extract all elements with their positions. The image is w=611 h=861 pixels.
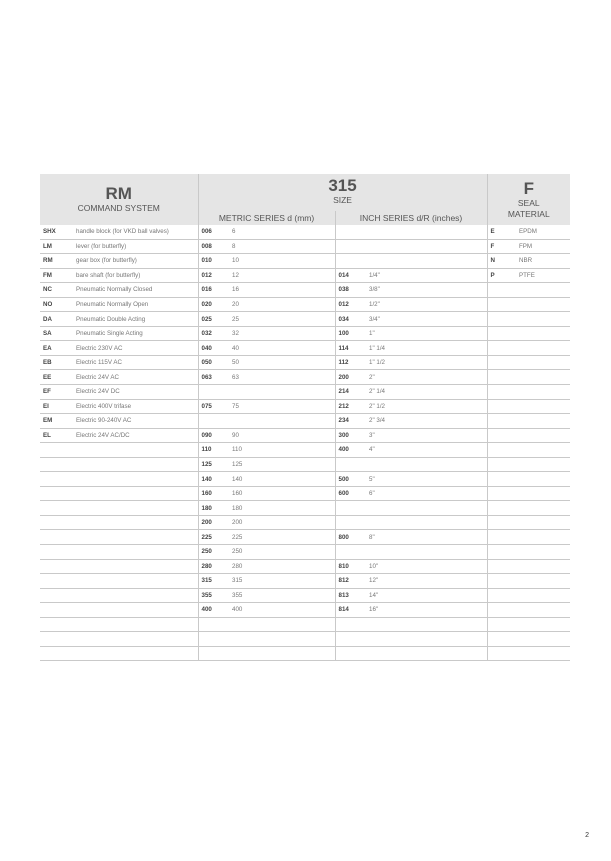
metric-value-cell — [226, 385, 335, 400]
seal-value-cell — [515, 385, 570, 400]
metric-code-cell — [198, 414, 226, 429]
command-code-cell: EE — [40, 370, 70, 385]
seal-value-cell: NBR — [515, 254, 570, 269]
metric-code-cell: 020 — [198, 297, 226, 312]
inch-code-cell: 034 — [335, 312, 363, 327]
command-desc-cell — [70, 472, 198, 487]
command-code-cell — [40, 472, 70, 487]
seal-code-cell — [487, 428, 515, 443]
metric-value-cell — [226, 632, 335, 647]
command-desc-cell: Pneumatic Normally Closed — [70, 283, 198, 298]
inch-code-cell: 500 — [335, 472, 363, 487]
seal-code-cell — [487, 501, 515, 516]
seal-code-cell — [487, 530, 515, 545]
seal-code-cell — [487, 370, 515, 385]
command-desc-cell — [70, 545, 198, 560]
table-row — [40, 239, 570, 254]
command-desc-cell — [70, 632, 198, 647]
seal-title-line2: MATERIAL — [507, 208, 550, 219]
inch-code-cell — [335, 254, 363, 269]
metric-code-cell: 016 — [198, 283, 226, 298]
command-desc-cell — [70, 559, 198, 574]
seal-value-cell — [515, 588, 570, 603]
table-row — [40, 326, 570, 341]
command-desc-cell — [70, 617, 198, 632]
inch-value-cell: 2" 1/4 — [363, 385, 487, 400]
command-desc-cell: Electric 24V DC — [70, 385, 198, 400]
inch-value-cell: 1/2" — [363, 297, 487, 312]
table-row — [40, 574, 570, 589]
inch-code-cell: 212 — [335, 399, 363, 414]
seal-code-cell — [487, 385, 515, 400]
metric-code-cell: 075 — [198, 399, 226, 414]
table-row — [40, 312, 570, 327]
command-code-cell — [40, 574, 70, 589]
inch-value-cell: 3/4" — [363, 312, 487, 327]
seal-value-cell — [515, 545, 570, 560]
seal-value-cell — [515, 559, 570, 574]
command-code-cell — [40, 501, 70, 516]
table-row — [40, 515, 570, 530]
seal-title-line1: SEAL — [517, 197, 540, 208]
metric-value-cell: 110 — [226, 443, 335, 458]
command-desc-cell: Electric 230V AC — [70, 341, 198, 356]
command-code-cell — [40, 457, 70, 472]
seal-value-cell — [515, 326, 570, 341]
table-row — [40, 443, 570, 458]
command-desc-cell: Electric 24V AC/DC — [70, 428, 198, 443]
inch-code-cell — [335, 617, 363, 632]
command-desc-cell: Pneumatic Single Acting — [70, 326, 198, 341]
seal-value-cell — [515, 632, 570, 647]
seal-code-cell: F — [487, 239, 515, 254]
seal-value-cell — [515, 399, 570, 414]
command-code-cell — [40, 486, 70, 501]
metric-value-cell: 125 — [226, 457, 335, 472]
inch-value-cell — [363, 254, 487, 269]
metric-value-cell: 50 — [226, 355, 335, 370]
metric-code-cell: 025 — [198, 312, 226, 327]
command-code-cell: RM — [40, 254, 70, 269]
seal-code-cell: P — [487, 268, 515, 283]
inch-value-cell: 5" — [363, 472, 487, 487]
metric-code-cell: 400 — [198, 603, 226, 618]
metric-code-cell — [198, 646, 226, 661]
seal-material-header — [487, 174, 570, 225]
table-row — [40, 268, 570, 283]
table-row — [40, 385, 570, 400]
command-code-cell — [40, 617, 70, 632]
inch-value-cell — [363, 457, 487, 472]
table-row — [40, 283, 570, 298]
table-row — [40, 399, 570, 414]
inch-code-cell: 800 — [335, 530, 363, 545]
inch-code-cell — [335, 239, 363, 254]
metric-value-cell — [226, 414, 335, 429]
command-code-cell — [40, 588, 70, 603]
inch-code-cell — [335, 515, 363, 530]
inch-code-cell: 812 — [335, 574, 363, 589]
metric-value-cell: 90 — [226, 428, 335, 443]
metric-code-cell: 140 — [198, 472, 226, 487]
inch-value-cell: 4" — [363, 443, 487, 458]
seal-code-cell — [487, 326, 515, 341]
command-code-cell — [40, 443, 70, 458]
metric-code-cell — [198, 385, 226, 400]
table-row — [40, 341, 570, 356]
seal-code-cell — [487, 588, 515, 603]
metric-value-cell: 32 — [226, 326, 335, 341]
seal-value-cell — [515, 283, 570, 298]
metric-value-cell: 63 — [226, 370, 335, 385]
seal-value-cell — [515, 370, 570, 385]
metric-value-cell: 140 — [226, 472, 335, 487]
inch-value-cell: 3/8" — [363, 283, 487, 298]
metric-code-cell: 006 — [198, 225, 226, 239]
seal-value-cell — [515, 530, 570, 545]
metric-value-cell: 200 — [226, 515, 335, 530]
seal-value-cell — [515, 312, 570, 327]
metric-value-cell: 160 — [226, 486, 335, 501]
metric-value-cell: 355 — [226, 588, 335, 603]
inch-value-cell — [363, 632, 487, 647]
command-code-cell: EI — [40, 399, 70, 414]
command-code-cell: EA — [40, 341, 70, 356]
metric-code-cell: 040 — [198, 341, 226, 356]
inch-value-cell: 2" 1/2 — [363, 399, 487, 414]
inch-value-cell — [363, 545, 487, 560]
command-desc-cell — [70, 603, 198, 618]
inch-value-cell — [363, 225, 487, 239]
table-row — [40, 603, 570, 618]
command-desc-cell — [70, 574, 198, 589]
command-code-cell: EF — [40, 385, 70, 400]
inch-value-cell: 3" — [363, 428, 487, 443]
command-desc-cell — [70, 588, 198, 603]
seal-value-cell — [515, 341, 570, 356]
command-desc-cell — [70, 646, 198, 661]
table-row — [40, 254, 570, 269]
seal-value-cell: PTFE — [515, 268, 570, 283]
table-row — [40, 617, 570, 632]
inch-code-cell — [335, 225, 363, 239]
command-code-cell: NO — [40, 297, 70, 312]
metric-code-cell: 008 — [198, 239, 226, 254]
inch-value-cell: 14" — [363, 588, 487, 603]
command-desc-cell: Electric 90-240V AC — [70, 414, 198, 429]
metric-code-cell: 125 — [198, 457, 226, 472]
seal-value-cell — [515, 355, 570, 370]
inch-value-cell: 8" — [363, 530, 487, 545]
inch-code-cell — [335, 501, 363, 516]
metric-value-cell: 10 — [226, 254, 335, 269]
seal-code-cell — [487, 297, 515, 312]
table-row — [40, 414, 570, 429]
seal-code-cell — [487, 341, 515, 356]
inch-code-cell — [335, 632, 363, 647]
command-code-cell — [40, 515, 70, 530]
metric-value-cell: 315 — [226, 574, 335, 589]
seal-code-cell: E — [487, 225, 515, 239]
metric-value-cell: 12 — [226, 268, 335, 283]
metric-value-cell: 16 — [226, 283, 335, 298]
command-desc-cell: gear box (for butterfly) — [70, 254, 198, 269]
command-code-cell — [40, 603, 70, 618]
metric-code-cell: 063 — [198, 370, 226, 385]
inch-code-cell: 012 — [335, 297, 363, 312]
inch-value-cell: 12" — [363, 574, 487, 589]
size-title: SIZE — [333, 195, 352, 205]
page-number: 2 — [585, 832, 589, 839]
command-desc-cell — [70, 515, 198, 530]
table-row — [40, 472, 570, 487]
table-row — [40, 646, 570, 661]
valve-code-table — [40, 174, 570, 661]
table-row — [40, 501, 570, 516]
inch-value-cell: 1" 1/4 — [363, 341, 487, 356]
inch-code-cell — [335, 545, 363, 560]
metric-code-cell: 090 — [198, 428, 226, 443]
metric-code-cell: 012 — [198, 268, 226, 283]
inch-series-header: INCH SERIES d/R (inches) — [335, 211, 487, 225]
command-code-cell: EL — [40, 428, 70, 443]
inch-value-cell — [363, 646, 487, 661]
seal-value-cell — [515, 297, 570, 312]
inch-value-cell: 1" — [363, 326, 487, 341]
seal-code-cell — [487, 457, 515, 472]
metric-code-cell: 010 — [198, 254, 226, 269]
metric-value-cell: 180 — [226, 501, 335, 516]
metric-value-cell: 280 — [226, 559, 335, 574]
metric-value-cell — [226, 617, 335, 632]
table-row — [40, 632, 570, 647]
inch-value-cell — [363, 239, 487, 254]
inch-code-cell: 400 — [335, 443, 363, 458]
inch-code-cell — [335, 457, 363, 472]
seal-value-cell — [515, 603, 570, 618]
seal-code-cell — [487, 603, 515, 618]
inch-value-cell: 2" — [363, 370, 487, 385]
metric-value-cell: 40 — [226, 341, 335, 356]
command-desc-cell: Electric 400V trifase — [70, 399, 198, 414]
seal-code-cell — [487, 443, 515, 458]
metric-code-cell: 355 — [198, 588, 226, 603]
seal-code-cell — [487, 559, 515, 574]
table-row — [40, 588, 570, 603]
seal-value-cell — [515, 515, 570, 530]
seal-code-cell — [487, 312, 515, 327]
command-desc-cell: Electric 115V AC — [70, 355, 198, 370]
command-code-cell: DA — [40, 312, 70, 327]
seal-value-cell: EPDM — [515, 225, 570, 239]
command-desc-cell — [70, 486, 198, 501]
inch-value-cell — [363, 617, 487, 632]
metric-value-cell: 250 — [226, 545, 335, 560]
inch-code-cell: 112 — [335, 355, 363, 370]
inch-value-cell: 1/4" — [363, 268, 487, 283]
seal-value-cell — [515, 443, 570, 458]
seal-code-cell — [487, 283, 515, 298]
inch-code-cell: 300 — [335, 428, 363, 443]
metric-code-cell: 225 — [198, 530, 226, 545]
command-code-cell: SHX — [40, 225, 70, 239]
metric-code-cell: 280 — [198, 559, 226, 574]
metric-code-cell — [198, 632, 226, 647]
inch-code-cell: 810 — [335, 559, 363, 574]
metric-value-cell: 20 — [226, 297, 335, 312]
seal-value-cell — [515, 428, 570, 443]
metric-value-cell: 8 — [226, 239, 335, 254]
seal-code-cell: N — [487, 254, 515, 269]
metric-value-cell — [226, 646, 335, 661]
seal-code-cell — [487, 617, 515, 632]
command-code-cell — [40, 530, 70, 545]
metric-series-header: METRIC SERIES d (mm) — [198, 211, 335, 225]
table-row — [40, 428, 570, 443]
table-row — [40, 355, 570, 370]
command-code-cell: EM — [40, 414, 70, 429]
command-desc-cell: Pneumatic Normally Open — [70, 297, 198, 312]
size-code: 315 — [328, 176, 357, 195]
seal-code-cell — [487, 515, 515, 530]
metric-code-cell: 200 — [198, 515, 226, 530]
inch-value-cell: 10" — [363, 559, 487, 574]
inch-code-cell: 234 — [335, 414, 363, 429]
metric-code-cell: 250 — [198, 545, 226, 560]
metric-code-cell: 032 — [198, 326, 226, 341]
seal-value-cell — [515, 501, 570, 516]
table-row — [40, 370, 570, 385]
seal-value-cell — [515, 457, 570, 472]
seal-value-cell — [515, 574, 570, 589]
metric-value-cell: 6 — [226, 225, 335, 239]
table-row — [40, 530, 570, 545]
command-desc-cell: lever (for butterfly) — [70, 239, 198, 254]
inch-code-cell: 014 — [335, 268, 363, 283]
metric-code-cell: 160 — [198, 486, 226, 501]
seal-code-cell — [487, 486, 515, 501]
seal-code-cell — [487, 646, 515, 661]
command-desc-cell: handle block (for VKD ball valves) — [70, 225, 198, 239]
command-code-cell — [40, 632, 70, 647]
command-code: RM — [105, 184, 132, 203]
metric-code-cell: 110 — [198, 443, 226, 458]
table-row — [40, 545, 570, 560]
command-system-header — [40, 174, 198, 225]
command-desc-cell: Pneumatic Double Acting — [70, 312, 198, 327]
metric-value-cell: 25 — [226, 312, 335, 327]
inch-code-cell: 114 — [335, 341, 363, 356]
seal-code-cell — [487, 632, 515, 647]
table-body — [40, 225, 570, 661]
inch-code-cell: 214 — [335, 385, 363, 400]
inch-value-cell: 16" — [363, 603, 487, 618]
command-desc-cell — [70, 530, 198, 545]
command-code-cell: FM — [40, 268, 70, 283]
inch-code-cell: 813 — [335, 588, 363, 603]
metric-code-cell: 050 — [198, 355, 226, 370]
command-code-cell — [40, 559, 70, 574]
command-desc-cell: Electric 24V AC — [70, 370, 198, 385]
inch-value-cell — [363, 515, 487, 530]
command-code-cell: EB — [40, 355, 70, 370]
metric-value-cell: 400 — [226, 603, 335, 618]
seal-code-cell — [487, 545, 515, 560]
metric-code-cell: 315 — [198, 574, 226, 589]
metric-value-cell: 75 — [226, 399, 335, 414]
command-desc-cell: bare shaft (for butterfly) — [70, 268, 198, 283]
metric-value-cell: 225 — [226, 530, 335, 545]
inch-code-cell: 200 — [335, 370, 363, 385]
inch-value-cell: 2" 3/4 — [363, 414, 487, 429]
command-title: COMMAND SYSTEM — [77, 203, 160, 213]
seal-value-cell — [515, 646, 570, 661]
metric-code-cell — [198, 617, 226, 632]
inch-value-cell: 1" 1/2 — [363, 355, 487, 370]
seal-code-cell — [487, 574, 515, 589]
inch-code-cell — [335, 646, 363, 661]
command-code-cell: LM — [40, 239, 70, 254]
metric-code-cell: 180 — [198, 501, 226, 516]
seal-value-cell — [515, 617, 570, 632]
inch-code-cell: 100 — [335, 326, 363, 341]
table-row — [40, 225, 570, 239]
seal-code: F — [523, 178, 534, 198]
seal-code-cell — [487, 414, 515, 429]
table-row — [40, 486, 570, 501]
inch-code-cell: 814 — [335, 603, 363, 618]
seal-code-cell — [487, 399, 515, 414]
table-row — [40, 457, 570, 472]
inch-value-cell: 6" — [363, 486, 487, 501]
seal-value-cell — [515, 414, 570, 429]
command-code-cell: NC — [40, 283, 70, 298]
command-desc-cell — [70, 443, 198, 458]
command-code-cell: SA — [40, 326, 70, 341]
command-code-cell — [40, 545, 70, 560]
seal-code-cell — [487, 472, 515, 487]
command-desc-cell — [70, 457, 198, 472]
seal-value-cell — [515, 486, 570, 501]
size-header — [198, 174, 487, 211]
inch-code-cell: 038 — [335, 283, 363, 298]
inch-code-cell: 600 — [335, 486, 363, 501]
command-desc-cell — [70, 501, 198, 516]
table-row — [40, 297, 570, 312]
table-row — [40, 559, 570, 574]
command-code-cell — [40, 646, 70, 661]
inch-value-cell — [363, 501, 487, 516]
seal-value-cell — [515, 472, 570, 487]
seal-code-cell — [487, 355, 515, 370]
seal-value-cell: FPM — [515, 239, 570, 254]
